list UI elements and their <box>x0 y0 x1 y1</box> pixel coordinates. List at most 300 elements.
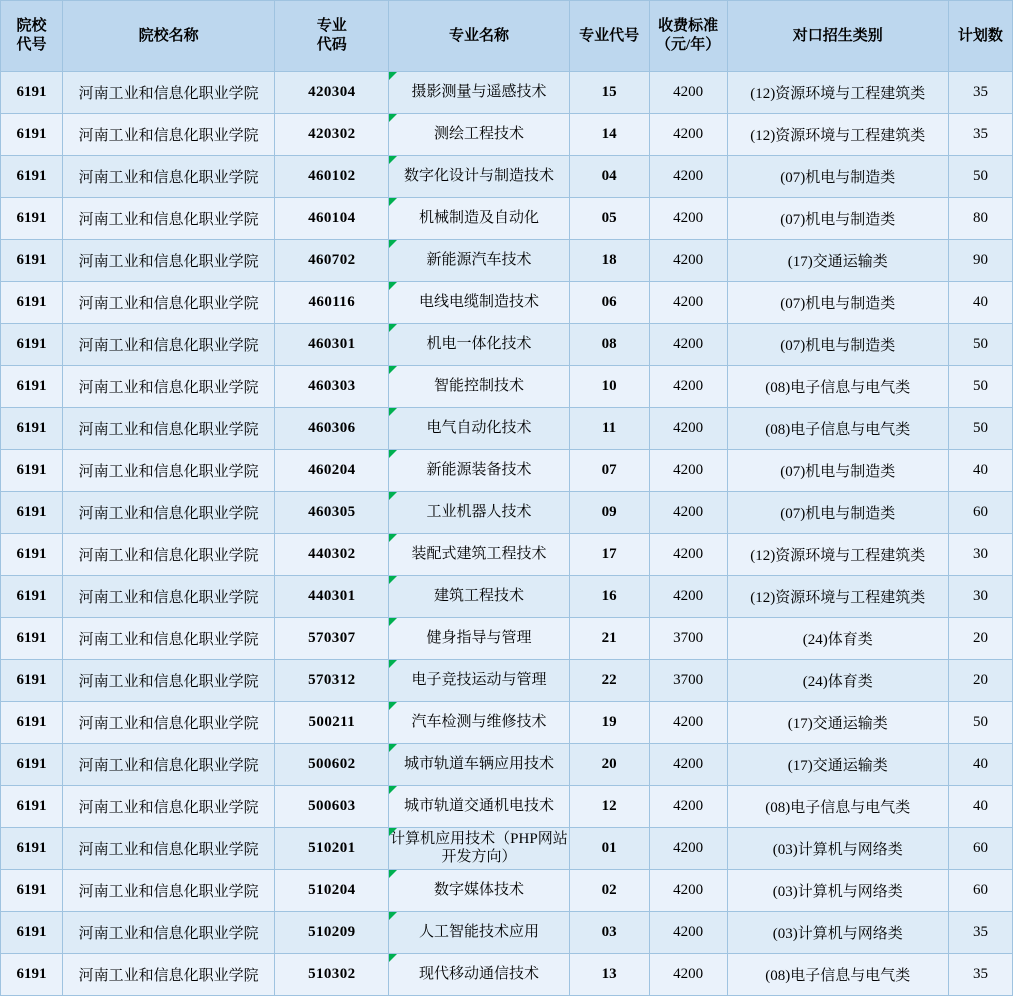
cell-school-name-text: 河南工业和信息化职业学院 <box>78 170 259 186</box>
cell-school-name-text: 河南工业和信息化职业学院 <box>78 548 259 564</box>
cell-major-name-text: 汽车检测与维修技术 <box>411 713 547 730</box>
cell-major-no-text: 21 <box>601 630 617 646</box>
cell-major-name <box>389 660 569 702</box>
comment-marker-icon <box>389 828 397 836</box>
cell-plan <box>948 450 1012 492</box>
comment-marker-icon <box>389 702 397 710</box>
cell-category <box>727 324 948 366</box>
cell-major-no-text: 04 <box>601 168 617 184</box>
cell-school-name <box>63 366 275 408</box>
cell-school-code <box>1 576 63 618</box>
cell-school-code <box>1 198 63 240</box>
cell-major-no-text: 20 <box>601 756 617 772</box>
cell-major-code-text: 460204 <box>308 462 356 478</box>
header-line: 院校 <box>16 18 47 35</box>
cell-school-name-text: 河南工业和信息化职业学院 <box>78 926 259 942</box>
cell-major-name-text: 摄影测量与遥感技术 <box>411 83 547 100</box>
table-row <box>1 72 1013 114</box>
cell-major-no <box>569 660 649 702</box>
cell-major-no-text: 11 <box>601 420 617 436</box>
cell-major-no-text: 18 <box>601 252 617 268</box>
cell-major-name-text: 城市轨道交通机电技术 <box>403 797 554 814</box>
cell-major-no-text: 02 <box>601 882 617 898</box>
cell-major-code-text: 420302 <box>308 126 356 142</box>
cell-school-name <box>63 702 275 744</box>
cell-school-code <box>1 366 63 408</box>
cell-plan <box>948 72 1012 114</box>
cell-school-code-text: 6191 <box>16 630 47 646</box>
table-row <box>1 870 1013 912</box>
cell-school-name-text: 河南工业和信息化职业学院 <box>78 758 259 774</box>
cell-plan <box>948 240 1012 282</box>
cell-major-code-text: 460306 <box>308 420 356 436</box>
cell-major-name <box>389 702 569 744</box>
cell-plan <box>948 114 1012 156</box>
cell-fee <box>649 870 727 912</box>
cell-school-name <box>63 912 275 954</box>
cell-fee <box>649 660 727 702</box>
cell-major-code <box>275 870 389 912</box>
cell-major-code-text: 460301 <box>308 336 356 352</box>
cell-fee <box>649 702 727 744</box>
comment-marker-icon <box>389 282 397 290</box>
cell-category <box>727 450 948 492</box>
comment-marker-icon <box>389 954 397 962</box>
cell-major-code <box>275 744 389 786</box>
cell-plan-text: 20 <box>972 630 988 646</box>
cell-fee <box>649 744 727 786</box>
cell-category-text: (08)电子信息与电气类 <box>765 380 911 396</box>
cell-major-no-text: 16 <box>601 588 617 604</box>
cell-category <box>727 366 948 408</box>
cell-major-no <box>569 870 649 912</box>
cell-category-text: (07)机电与制造类 <box>780 296 896 312</box>
cell-major-name <box>389 534 569 576</box>
cell-major-code-text: 460104 <box>308 210 356 226</box>
cell-category <box>727 912 948 954</box>
cell-major-no <box>569 744 649 786</box>
cell-category-text: (12)资源环境与工程建筑类 <box>750 128 926 144</box>
cell-school-code <box>1 786 63 828</box>
cell-school-code-text: 6191 <box>16 672 47 688</box>
cell-school-code-text: 6191 <box>16 210 47 226</box>
cell-school-name-text: 河南工业和信息化职业学院 <box>78 506 259 522</box>
cell-school-code <box>1 618 63 660</box>
comment-marker-icon <box>389 156 397 164</box>
cell-school-code-text: 6191 <box>16 924 47 940</box>
cell-fee-text: 4200 <box>673 336 704 352</box>
cell-plan-text: 60 <box>972 882 988 898</box>
cell-category-text: (07)机电与制造类 <box>780 170 896 186</box>
cell-school-code <box>1 156 63 198</box>
cell-plan <box>948 156 1012 198</box>
cell-school-code <box>1 492 63 534</box>
cell-category-text: (17)交通运输类 <box>787 758 888 774</box>
table-row <box>1 450 1013 492</box>
cell-major-code <box>275 282 389 324</box>
header-line: 专业名称 <box>448 27 509 44</box>
table-header-row <box>1 1 1013 72</box>
comment-marker-icon <box>389 744 397 752</box>
cell-fee-text: 4200 <box>673 756 704 772</box>
cell-school-code-text: 6191 <box>16 840 47 856</box>
cell-school-name-text: 河南工业和信息化职业学院 <box>78 884 259 900</box>
cell-school-name <box>63 450 275 492</box>
cell-major-no <box>569 408 649 450</box>
cell-major-code <box>275 618 389 660</box>
cell-major-code-text: 460116 <box>308 294 356 310</box>
cell-major-code-text: 460303 <box>308 378 356 394</box>
cell-fee-text: 4200 <box>673 126 704 142</box>
cell-school-name <box>63 324 275 366</box>
cell-plan <box>948 618 1012 660</box>
cell-major-name-text: 数字媒体技术 <box>433 881 524 898</box>
cell-major-name <box>389 828 569 870</box>
cell-school-code-text: 6191 <box>16 588 47 604</box>
cell-major-code <box>275 492 389 534</box>
cell-school-name <box>63 534 275 576</box>
comment-marker-icon <box>389 324 397 332</box>
table-body <box>1 72 1013 996</box>
cell-major-name-text: 计算机应用技术（PHP网站开发方向） <box>390 831 568 865</box>
table-row <box>1 786 1013 828</box>
cell-major-code <box>275 366 389 408</box>
cell-major-code <box>275 240 389 282</box>
cell-fee-text: 4200 <box>673 168 704 184</box>
cell-school-code <box>1 324 63 366</box>
cell-fee-text: 4200 <box>673 420 704 436</box>
cell-major-name <box>389 408 569 450</box>
cell-fee <box>649 828 727 870</box>
cell-major-code <box>275 828 389 870</box>
cell-plan <box>948 786 1012 828</box>
cell-school-code-text: 6191 <box>16 966 47 982</box>
cell-major-no-text: 22 <box>601 672 617 688</box>
cell-school-name-text: 河南工业和信息化职业学院 <box>78 296 259 312</box>
cell-major-code-text: 510302 <box>308 966 356 982</box>
cell-plan-text: 20 <box>972 672 988 688</box>
cell-school-name-text: 河南工业和信息化职业学院 <box>78 632 259 648</box>
cell-school-code-text: 6191 <box>16 168 47 184</box>
cell-fee <box>649 240 727 282</box>
cell-major-name-text: 机械制造及自动化 <box>418 209 539 226</box>
column-header-major-name <box>389 1 569 72</box>
cell-fee <box>649 618 727 660</box>
cell-major-no-text: 12 <box>601 798 617 814</box>
cell-category <box>727 702 948 744</box>
table-row <box>1 576 1013 618</box>
cell-school-code <box>1 660 63 702</box>
cell-plan-text: 50 <box>972 714 988 730</box>
header-line: 代码 <box>316 37 347 53</box>
cell-school-name <box>63 198 275 240</box>
table-row <box>1 366 1013 408</box>
cell-school-name <box>63 870 275 912</box>
cell-major-code <box>275 702 389 744</box>
cell-school-code <box>1 282 63 324</box>
comment-marker-icon <box>389 618 397 626</box>
header-line: 专业代号 <box>579 27 640 44</box>
cell-major-no <box>569 618 649 660</box>
cell-school-code-text: 6191 <box>16 546 47 562</box>
cell-fee <box>649 912 727 954</box>
cell-major-name-text: 智能控制技术 <box>433 377 524 394</box>
cell-fee <box>649 156 727 198</box>
cell-school-name-text: 河南工业和信息化职业学院 <box>78 86 259 102</box>
cell-school-code-text: 6191 <box>16 420 47 436</box>
cell-major-name-text: 新能源装备技术 <box>426 461 532 478</box>
column-header-category <box>727 1 948 72</box>
cell-category-text: (07)机电与制造类 <box>780 506 896 522</box>
cell-major-name-text: 电气自动化技术 <box>426 419 532 436</box>
table-row <box>1 702 1013 744</box>
cell-category <box>727 198 948 240</box>
cell-category-text: (12)资源环境与工程建筑类 <box>750 86 926 102</box>
cell-major-code-text: 440302 <box>308 546 356 562</box>
cell-major-no <box>569 282 649 324</box>
table-row <box>1 660 1013 702</box>
cell-major-code <box>275 72 389 114</box>
cell-school-code-text: 6191 <box>16 462 47 478</box>
cell-fee-text: 4200 <box>673 546 704 562</box>
cell-fee <box>649 492 727 534</box>
cell-school-name-text: 河南工业和信息化职业学院 <box>78 590 259 606</box>
cell-major-code-text: 460702 <box>308 252 356 268</box>
table-row <box>1 744 1013 786</box>
cell-plan-text: 40 <box>972 798 988 814</box>
cell-major-no <box>569 240 649 282</box>
cell-school-name-text: 河南工业和信息化职业学院 <box>78 674 259 690</box>
cell-school-code-text: 6191 <box>16 714 47 730</box>
cell-plan <box>948 198 1012 240</box>
cell-school-code <box>1 534 63 576</box>
cell-fee <box>649 408 727 450</box>
cell-school-code-text: 6191 <box>16 294 47 310</box>
cell-school-code <box>1 744 63 786</box>
comment-marker-icon <box>389 912 397 920</box>
cell-major-no-text: 10 <box>601 378 617 394</box>
cell-plan-text: 35 <box>972 84 988 100</box>
cell-major-name <box>389 576 569 618</box>
cell-category-text: (03)计算机与网络类 <box>772 884 903 900</box>
cell-major-name <box>389 156 569 198</box>
cell-fee-text: 4200 <box>673 798 704 814</box>
cell-school-name <box>63 114 275 156</box>
cell-major-no <box>569 702 649 744</box>
cell-major-no-text: 03 <box>601 924 617 940</box>
cell-fee-text: 4200 <box>673 378 704 394</box>
table-row <box>1 282 1013 324</box>
cell-school-name-text: 河南工业和信息化职业学院 <box>78 968 259 984</box>
cell-fee <box>649 366 727 408</box>
cell-plan-text: 40 <box>972 756 988 772</box>
cell-major-name-text: 机电一体化技术 <box>426 335 532 352</box>
comment-marker-icon <box>389 450 397 458</box>
cell-school-name-text: 河南工业和信息化职业学院 <box>78 464 259 480</box>
cell-fee-text: 4200 <box>673 966 704 982</box>
cell-school-name-text: 河南工业和信息化职业学院 <box>78 254 259 270</box>
cell-category-text: (03)计算机与网络类 <box>772 926 903 942</box>
cell-fee-text: 4200 <box>673 882 704 898</box>
cell-school-code-text: 6191 <box>16 378 47 394</box>
comment-marker-icon <box>389 870 397 878</box>
cell-fee-text: 3700 <box>673 672 704 688</box>
cell-school-code <box>1 870 63 912</box>
cell-category-text: (08)电子信息与电气类 <box>765 800 911 816</box>
cell-plan-text: 40 <box>972 462 988 478</box>
cell-plan-text: 60 <box>972 504 988 520</box>
cell-fee-text: 4200 <box>673 210 704 226</box>
table-row <box>1 114 1013 156</box>
cell-school-name-text: 河南工业和信息化职业学院 <box>78 842 259 858</box>
cell-major-name-text: 城市轨道车辆应用技术 <box>403 755 554 772</box>
cell-category <box>727 408 948 450</box>
cell-fee-text: 4200 <box>673 84 704 100</box>
cell-major-no <box>569 72 649 114</box>
cell-school-name-text: 河南工业和信息化职业学院 <box>78 212 259 228</box>
cell-major-no-text: 13 <box>601 966 617 982</box>
cell-category-text: (24)体育类 <box>802 632 873 648</box>
cell-plan-text: 50 <box>972 420 988 436</box>
cell-major-no-text: 17 <box>601 546 617 562</box>
cell-school-code-text: 6191 <box>16 252 47 268</box>
cell-major-code-text: 420304 <box>308 84 356 100</box>
cell-category <box>727 534 948 576</box>
comment-marker-icon <box>389 576 397 584</box>
cell-plan <box>948 870 1012 912</box>
cell-major-no <box>569 492 649 534</box>
cell-plan-text: 60 <box>972 840 988 856</box>
cell-major-name <box>389 282 569 324</box>
cell-school-code <box>1 702 63 744</box>
cell-fee <box>649 576 727 618</box>
column-header-major-no <box>569 1 649 72</box>
cell-major-no <box>569 534 649 576</box>
table-row <box>1 828 1013 870</box>
cell-fee-text: 3700 <box>673 630 704 646</box>
cell-plan <box>948 660 1012 702</box>
comment-marker-icon <box>389 492 397 500</box>
cell-school-name <box>63 492 275 534</box>
cell-category <box>727 492 948 534</box>
cell-category <box>727 576 948 618</box>
header-line: 收费标准 <box>658 18 719 35</box>
cell-school-code-text: 6191 <box>16 882 47 898</box>
cell-plan <box>948 492 1012 534</box>
header-line: （元/年） <box>656 37 721 53</box>
table-row <box>1 492 1013 534</box>
cell-school-code <box>1 114 63 156</box>
cell-category <box>727 156 948 198</box>
cell-school-code <box>1 828 63 870</box>
cell-category-text: (12)资源环境与工程建筑类 <box>750 548 926 564</box>
cell-fee-text: 4200 <box>673 252 704 268</box>
cell-school-name-text: 河南工业和信息化职业学院 <box>78 380 259 396</box>
cell-plan-text: 35 <box>972 126 988 142</box>
cell-major-name-text: 测绘工程技术 <box>433 125 524 142</box>
cell-major-code <box>275 450 389 492</box>
cell-fee-text: 4200 <box>673 714 704 730</box>
cell-major-name <box>389 72 569 114</box>
cell-major-code <box>275 660 389 702</box>
cell-major-code-text: 570307 <box>308 630 356 646</box>
header-line: 计划数 <box>957 27 1003 44</box>
cell-major-no-text: 06 <box>601 294 617 310</box>
cell-major-code <box>275 324 389 366</box>
cell-major-name <box>389 786 569 828</box>
cell-major-name <box>389 366 569 408</box>
cell-plan <box>948 828 1012 870</box>
cell-category <box>727 870 948 912</box>
cell-fee <box>649 450 727 492</box>
comment-marker-icon <box>389 786 397 794</box>
cell-plan-text: 50 <box>972 168 988 184</box>
cell-major-no <box>569 828 649 870</box>
cell-school-name-text: 河南工业和信息化职业学院 <box>78 422 259 438</box>
cell-major-name-text: 装配式建筑工程技术 <box>411 545 547 562</box>
cell-school-code-text: 6191 <box>16 84 47 100</box>
cell-category-text: (17)交通运输类 <box>787 716 888 732</box>
comment-marker-icon <box>389 366 397 374</box>
cell-school-code <box>1 450 63 492</box>
cell-school-name-text: 河南工业和信息化职业学院 <box>78 128 259 144</box>
comment-marker-icon <box>389 198 397 206</box>
column-header-school-name <box>63 1 275 72</box>
cell-major-name-text: 人工智能技术应用 <box>418 923 539 940</box>
cell-fee-text: 4200 <box>673 294 704 310</box>
cell-major-code-text: 510201 <box>308 840 356 856</box>
cell-major-no <box>569 912 649 954</box>
cell-school-code-text: 6191 <box>16 336 47 352</box>
cell-plan-text: 80 <box>972 210 988 226</box>
cell-major-code <box>275 198 389 240</box>
cell-category-text: (03)计算机与网络类 <box>772 842 903 858</box>
cell-category <box>727 744 948 786</box>
cell-fee <box>649 786 727 828</box>
cell-fee <box>649 282 727 324</box>
cell-school-name <box>63 72 275 114</box>
cell-plan <box>948 534 1012 576</box>
cell-category-text: (24)体育类 <box>802 674 873 690</box>
cell-major-name-text: 现代移动通信技术 <box>418 965 539 982</box>
column-header-fee <box>649 1 727 72</box>
cell-school-code <box>1 240 63 282</box>
cell-fee-text: 4200 <box>673 924 704 940</box>
cell-major-no-text: 19 <box>601 714 617 730</box>
cell-category <box>727 828 948 870</box>
cell-fee-text: 4200 <box>673 462 704 478</box>
cell-major-name <box>389 744 569 786</box>
cell-major-name-text: 新能源汽车技术 <box>426 251 532 268</box>
cell-school-name <box>63 408 275 450</box>
cell-school-name <box>63 240 275 282</box>
cell-plan <box>948 912 1012 954</box>
comment-marker-icon <box>389 408 397 416</box>
cell-category-text: (17)交通运输类 <box>787 254 888 270</box>
cell-major-code-text: 510204 <box>308 882 356 898</box>
cell-major-name <box>389 492 569 534</box>
cell-school-name <box>63 282 275 324</box>
cell-fee-text: 4200 <box>673 588 704 604</box>
table-row <box>1 534 1013 576</box>
cell-school-name-text: 河南工业和信息化职业学院 <box>78 800 259 816</box>
cell-major-name <box>389 240 569 282</box>
cell-school-code-text: 6191 <box>16 504 47 520</box>
cell-plan-text: 35 <box>972 966 988 982</box>
cell-major-name-text: 健身指导与管理 <box>426 629 532 646</box>
cell-major-name <box>389 450 569 492</box>
cell-major-code-text: 460305 <box>308 504 356 520</box>
